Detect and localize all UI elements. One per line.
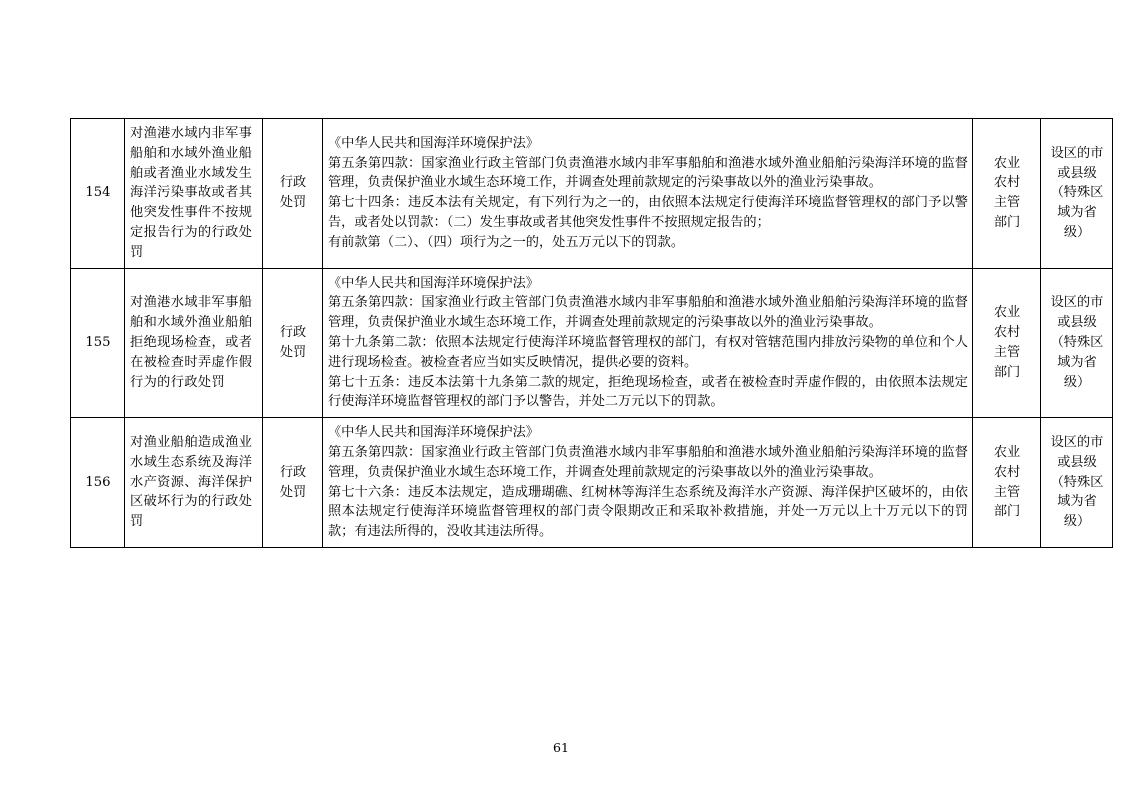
authority-line: 农业 bbox=[993, 155, 1021, 171]
legal-basis-paragraph: 第五条第四款：国家渔业行政主管部门负责渔港水域内非军事船舶和渔港水域外渔业船舶污染海洋环境的监督管理，负责保护渔业水域生态环境工作，并调查处理前款规定的污染事故以外的渔业污染事故。 bbox=[328, 155, 968, 191]
row-item-name: 对渔业船舶造成渔业水域生态系统及海洋水产资源、海洋保护区破坏行为的行政处罚 bbox=[125, 418, 263, 548]
row-type-line: 处罚 bbox=[279, 484, 307, 500]
level-line: 或县级 bbox=[1057, 315, 1097, 331]
legal-basis-paragraph: 《中华人民共和国海洋环境保护法》 bbox=[328, 425, 539, 441]
level-line: 设区的市 bbox=[1050, 295, 1104, 311]
table-row bbox=[71, 418, 1113, 548]
level-line: （特殊区 bbox=[1050, 185, 1104, 201]
legal-basis-paragraph: 有前款第（二）、（四）项行为之一的，处五万元以下的罚款。 bbox=[328, 234, 685, 250]
level-line: （特殊区 bbox=[1050, 474, 1104, 490]
row-type-line: 行政 bbox=[279, 175, 307, 191]
row-item-name: 对渔港水域非军事船舶和水域外渔业船舶拒绝现场检查，或者在被检查时弄虚作假行为的行政处罚 bbox=[125, 268, 263, 418]
legal-basis-paragraph: 第五条第四款：国家渔业行政主管部门负责渔港水域内非军事船舶和渔港水域外渔业船舶污染海洋环境的监督管理，负责保护渔业水域生态环境工作，并调查处理前款规定的污染事故以外的渔业污染事故。 bbox=[328, 295, 968, 331]
row-type-line: 处罚 bbox=[279, 344, 307, 360]
level-line: 域为省 bbox=[1057, 205, 1097, 221]
legal-basis-paragraph: 第十九条第二款：依照本法规定行使海洋环境监督管理权的部门，有权对管辖范围内排放污染物的单位和个人进行现场检查。被检查者应当如实反映情况，提供必要的资料。 bbox=[328, 334, 968, 370]
level-line: 设区的市 bbox=[1050, 145, 1104, 161]
row-authority bbox=[973, 418, 1041, 548]
level-line: 级） bbox=[1063, 374, 1091, 390]
row-type bbox=[263, 119, 323, 269]
row-authority bbox=[973, 268, 1041, 418]
row-level bbox=[1041, 418, 1113, 548]
legal-basis-paragraph: 《中华人民共和国海洋环境保护法》 bbox=[328, 135, 539, 151]
row-type-line: 行政 bbox=[279, 464, 307, 480]
level-line: 或县级 bbox=[1057, 165, 1097, 181]
page-number: 61 bbox=[553, 740, 569, 755]
row-legal-basis bbox=[323, 418, 973, 548]
authority-line: 农业 bbox=[993, 305, 1021, 321]
authority-line: 部门 bbox=[993, 504, 1021, 520]
level-line: 级） bbox=[1063, 224, 1091, 240]
level-line: 域为省 bbox=[1057, 354, 1097, 370]
row-number: 155 bbox=[71, 268, 125, 418]
authority-line: 主管 bbox=[993, 195, 1021, 211]
authority-line: 农村 bbox=[993, 325, 1021, 341]
row-level bbox=[1041, 119, 1113, 269]
level-line: 级） bbox=[1063, 514, 1091, 530]
authority-line: 部门 bbox=[993, 364, 1021, 380]
row-type-line: 行政 bbox=[279, 325, 307, 341]
legal-basis-paragraph: 第七十四条：违反本法有关规定，有下列行为之一的，由依照本法规定行使海洋环境监督管理权的部门予以警告，或者处以罚款：（二）发生事故或者其他突发性事件不按照规定报告的； bbox=[328, 195, 968, 231]
authority-line: 主管 bbox=[993, 484, 1021, 500]
row-item-name: 对渔港水域内非军事船舶和水域外渔业船舶或者渔业水域发生海洋污染事故或者其他突发性事件不按规定报告行为的行政处罚 bbox=[125, 119, 263, 269]
level-line: （特殊区 bbox=[1050, 334, 1104, 350]
authority-line: 部门 bbox=[993, 215, 1021, 231]
table-row bbox=[71, 268, 1113, 418]
level-line: 或县级 bbox=[1057, 454, 1097, 470]
table-row bbox=[71, 119, 1113, 269]
legal-basis-paragraph: 第七十五条：违反本法第十九条第二款的规定，拒绝现场检查，或者在被检查时弄虚作假的，由依照本法规定行使海洋环境监督管理权的部门予以警告，并处二万元以下的罚款。 bbox=[328, 374, 968, 410]
level-line: 设区的市 bbox=[1050, 435, 1104, 451]
authority-line: 农村 bbox=[993, 175, 1021, 191]
administrative-penalty-table bbox=[70, 118, 1113, 548]
authority-line: 农业 bbox=[993, 444, 1021, 460]
row-number: 156 bbox=[71, 418, 125, 548]
row-authority bbox=[973, 119, 1041, 269]
authority-line: 主管 bbox=[993, 344, 1021, 360]
legal-basis-paragraph: 《中华人民共和国海洋环境保护法》 bbox=[328, 275, 539, 291]
level-line: 域为省 bbox=[1057, 494, 1097, 510]
row-number: 154 bbox=[71, 119, 125, 269]
legal-basis-paragraph: 第七十六条：违反本法规定，造成珊瑚礁、红树林等海洋生态系统及海洋水产资源、海洋保护区破坏的，由依照本法规定行使海洋环境监督管理权的部门责令限期改正和采取补救措施，并处一万元以上十万元以下的罚款；有违法所得的，没收其违法所得。 bbox=[328, 484, 968, 540]
row-type-line: 处罚 bbox=[279, 195, 307, 211]
row-type bbox=[263, 268, 323, 418]
row-legal-basis bbox=[323, 119, 973, 269]
row-type bbox=[263, 418, 323, 548]
row-legal-basis bbox=[323, 268, 973, 418]
legal-basis-paragraph: 第五条第四款：国家渔业行政主管部门负责渔港水域内非军事船舶和渔港水域外渔业船舶污染海洋环境的监督管理，负责保护渔业水域生态环境工作，并调查处理前款规定的污染事故以外的渔业污染事故。 bbox=[328, 444, 968, 480]
row-level bbox=[1041, 268, 1113, 418]
authority-line: 农村 bbox=[993, 464, 1021, 480]
